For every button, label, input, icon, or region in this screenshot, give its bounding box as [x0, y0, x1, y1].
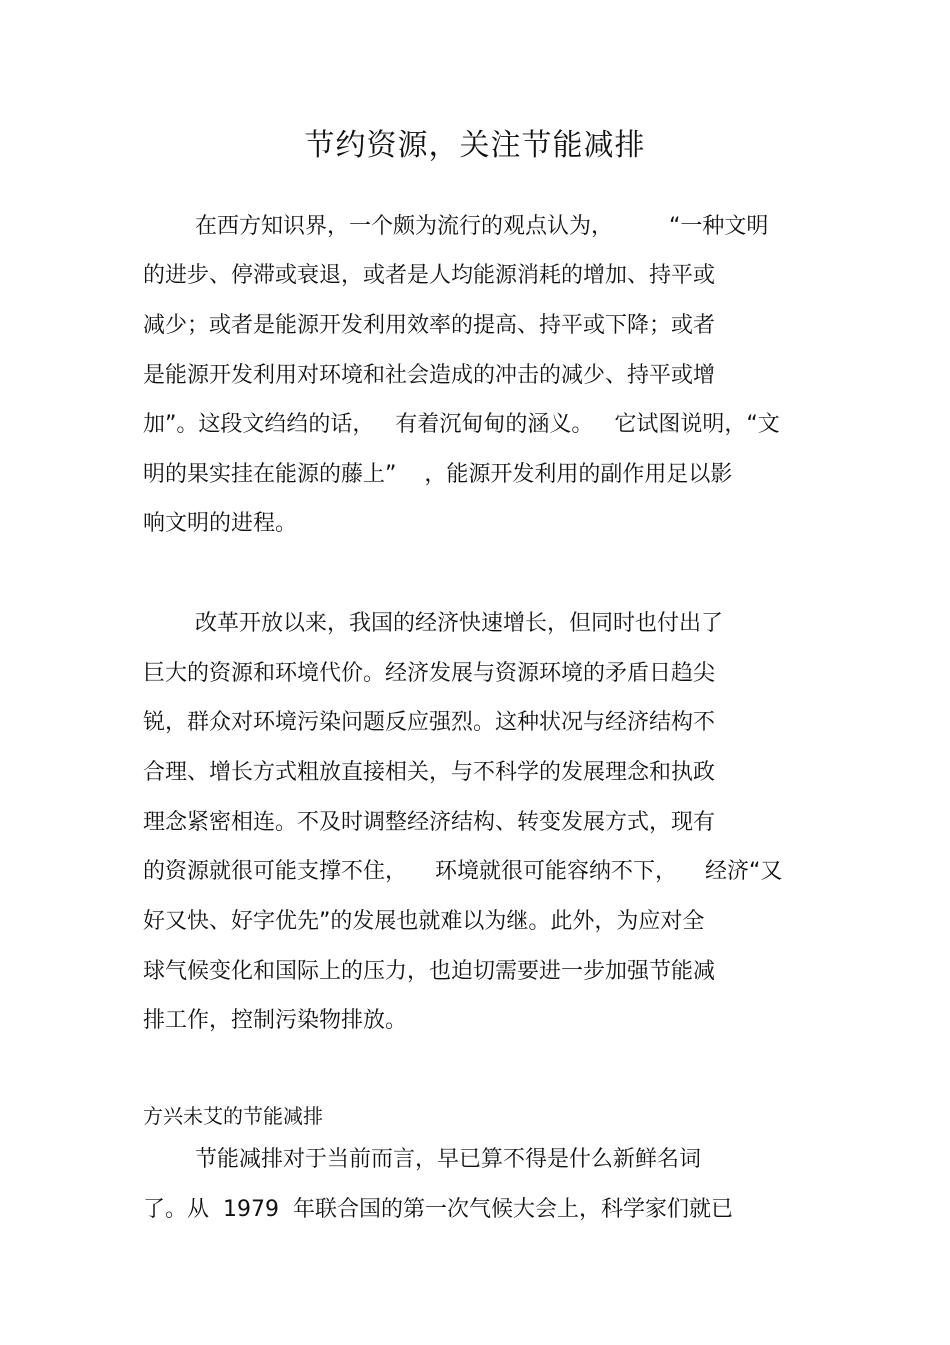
paragraph-line: 的进步、停滞或衰退，或者是人均能源消耗的增加、持平或 [143, 263, 716, 288]
paragraph-line: 合理、增长方式粗放直接相关，与不科学的发展理念和执政 [143, 760, 716, 785]
paragraph-line: 加”。这段文绉绉的话， 有着沉甸甸的涵义。 它试图说明，“文 [143, 412, 780, 437]
paragraph-line: 了。从 1979 年联合国的第一次气候大会上，科学家们就已 [143, 1197, 733, 1222]
paragraph-line: 锐，群众对环境污染问题反应强烈。这种状况与经济结构不 [143, 710, 716, 735]
paragraph-line: 明的果实挂在能源的藤上” ，能源开发利用的副作用足以影 [143, 462, 733, 487]
paragraph-line: 理念紧密相连。不及时调整经济结构、转变发展方式，现有 [143, 810, 716, 835]
paragraph-line: 巨大的资源和环境代价。经济发展与资源环境的矛盾日趋尖 [143, 661, 716, 686]
paragraph-line: 节能减排对于当前而言，早已算不得是什么新鲜名词 [195, 1147, 702, 1172]
paragraph-line: 减少；或者是能源开发利用效率的提高、持平或下降；或者 [143, 313, 716, 338]
paragraph-line: 好又快、好字优先”的发展也就难以为继。此外，为应对全 [143, 909, 705, 934]
paragraph-line: 的资源就很可能支撑不住， 环境就很可能容纳不下， 经济“又 [143, 859, 783, 884]
paragraph-line: 响文明的进程。 [143, 511, 298, 536]
paragraph-line: 在西方知识界，一个颇为流行的观点认为， “一种文明 [195, 214, 769, 239]
paragraph-line: 排工作，控制污染物排放。 [143, 1008, 408, 1033]
section-heading-text: 方兴未艾的节能减排 [143, 1104, 323, 1128]
paragraph-line: 球气候变化和国际上的压力，也迫切需要进一步加强节能减 [143, 959, 716, 984]
paragraph-line: 改革开放以来，我国的经济快速增长，但同时也付出了 [195, 611, 724, 636]
paragraph-line: 是能源开发利用对环境和社会造成的冲击的减少、持平或增 [143, 363, 716, 388]
document-title: 节约资源，关注节能减排 [304, 128, 646, 163]
